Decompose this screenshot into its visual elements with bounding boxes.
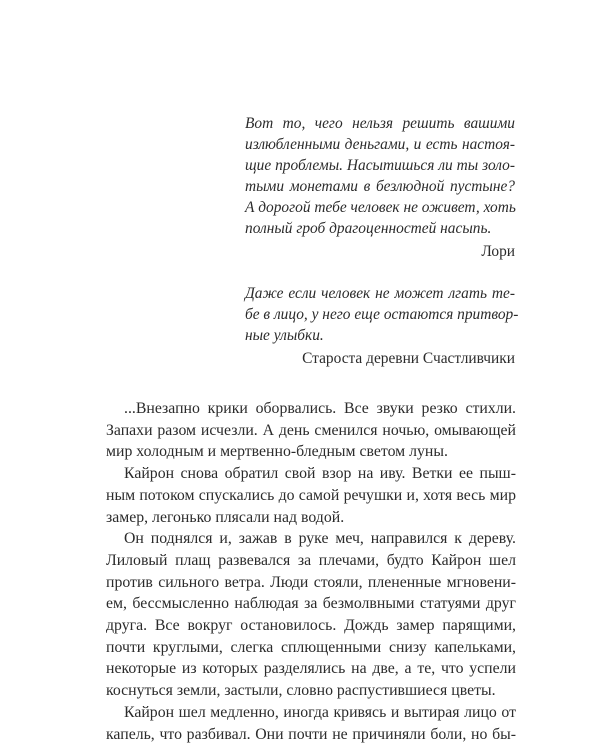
body-line: ным потоком спускались до самой речушки и, хотя весь мир (106, 486, 516, 504)
epigraph-line: ные улыбки. (245, 327, 324, 344)
epigraph-line: бе в лицо, у него еще остаются притвор- (245, 306, 519, 323)
body-line: почти круглыми, слегка сплющенными снизу капельками, (106, 638, 516, 656)
body-line: замер, легонько плясали над водой. (106, 508, 345, 526)
body-line: коснуться земли, застыли, словно распустившиеся цветы. (106, 682, 496, 700)
body-line: Он поднялся и, зажав в руке меч, направился к дереву. (124, 530, 516, 548)
body-line: ...Внезапно крики оборвались. Все звуки резко стихли. (124, 400, 516, 417)
body-line: Лиловый плащ развевался за плечами, будто Кайрон шел (106, 551, 516, 569)
body-line: ем, бессмысленно наблюдая за безмолвными статуями друг (106, 595, 516, 613)
body-line: Кайрон шел медленно, иногда кривясь и вытирая лицо от (124, 703, 516, 721)
body-line: против сильного ветра. Люди стояли, плененные мгновени- (106, 573, 516, 591)
body-line: некоторые из которых разделялись на две, а те, что успели (106, 660, 516, 678)
epigraph-line: А дорогой тебе человек не оживет, хоть (245, 199, 516, 216)
body-line: друга. Все вокруг остановилось. Дождь замер парящими, (106, 617, 516, 635)
epigraph-lori (245, 113, 515, 262)
chapter-body-text (106, 398, 516, 745)
epigraph-author: Лори (481, 243, 515, 260)
epigraph-line: щие проблемы. Насытишься ли ты золо- (245, 157, 515, 174)
body-line: капель, что разбивал. Они почти не причиняли боли, но бы- (106, 725, 516, 743)
epigraph-line: Даже если человек не может лгать те- (245, 285, 515, 302)
epigraph-village-elder (245, 283, 519, 369)
epigraph-author: Староста деревни Счастливчики (302, 350, 515, 367)
epigraph-line: полный гроб драгоценностей насыпь. (245, 220, 492, 237)
body-line: Запахи разом исчезли. А день сменился ночью, омывающей (106, 421, 516, 439)
epigraph-line: излюбленными деньгами, и есть настоя- (245, 136, 515, 153)
body-line: мир холодным и мертвенно-бледным светом луны. (106, 443, 448, 461)
epigraph-line: тыми монетами в безлюдной пустыне? (245, 178, 515, 195)
body-line: Кайрон снова обратил свой взор на иву. Ветки ее пыш- (124, 465, 516, 483)
epigraph-line: Вот то, чего нельзя решить вашими (245, 115, 515, 132)
